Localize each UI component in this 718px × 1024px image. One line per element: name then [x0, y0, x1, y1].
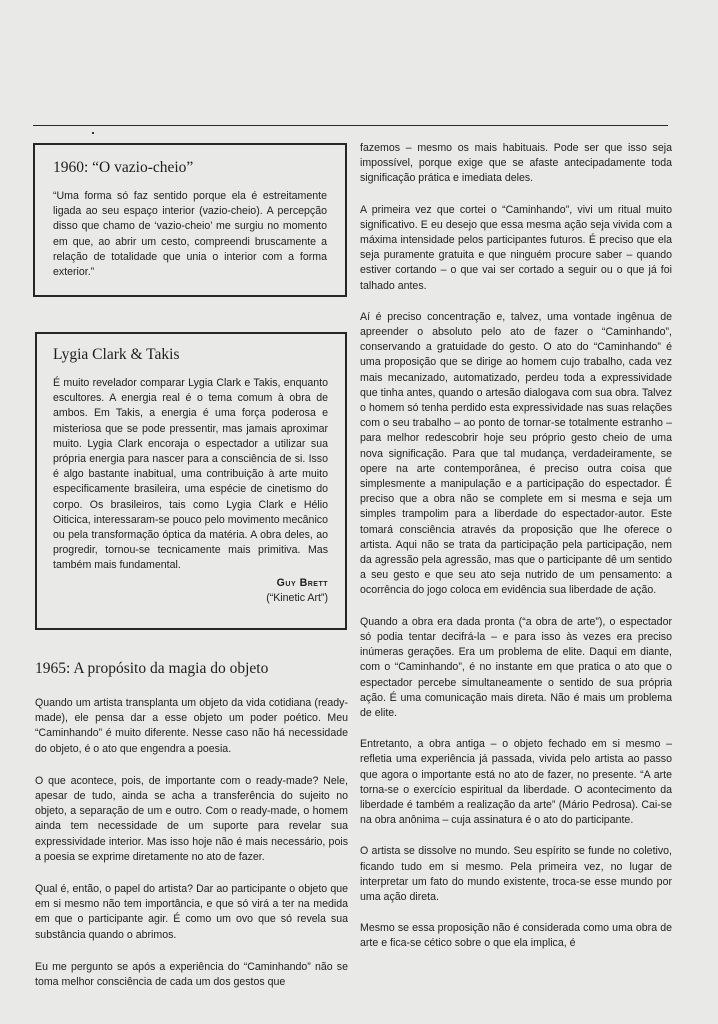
top-rule	[33, 125, 668, 126]
right-column	[360, 141, 672, 968]
paragraph: Aí é preciso concentração e, talvez, uma vontade ingênua de apreender o absoluto pelo ato de fazer o “Caminhando”, conservando a gratuidade do gesto. O ato do “Caminhando” é uma proposição que se dirige ao homem cujo trabalho, cada vez mais mecanizado, automatizado, perdeu toda a expressividade que tinha antes, quando o artesão dialogava com sua obra. Talvez o homem só tenha perdido esta expressividade nas suas relações com o seu trabalho – ao ponto de tornar-se totalmente estranho – para melhor redescobrir hoje seu próprio gesto cheio de uma nova significação. Para que tal mudança, verdadeiramente, se opere na arte contemporânea, é preciso outra coisa que simplesmente a manipulação e a participação do espectador. É preciso que a obra não se complete em si mesma e seja um simples trampolim para a liberdade do espectador-autor. Este tomará consciência através da proposição que lhe oferece o artista. Aqui não se trata da participação pela participação, nem da agressão pela agressão, mas que o participante dê um sentido a seu gesto e que seu ato seja nutrido de um pensamento: a ocorrência do jogo coloca em evidência sua liberdade de ação.	[360, 310, 672, 597]
quote-box-lygia-takis	[35, 332, 347, 630]
paragraph: Qual é, então, o papel do artista? Dar ao participante o objeto que em si mesmo não tem importância, e que só virá a ter na medida em que o participante agir. É como um ovo que só revela sua substância quando o abrimos.	[35, 883, 348, 941]
paragraph: Quando um artista transplanta um objeto da vida cotidiana (ready-made), ele pensa dar a esse objeto um poder poético. Meu “Caminhando” é muito diferente. Nesse caso não há necessidade do objeto, é o ato que engendra a poesia.	[35, 697, 348, 755]
paragraph: O artista se dissolve no mundo. Seu espírito se funde no coletivo, ficando tudo em si mesmo. Pela primeira vez, no lugar de interpretar um fato do mundo existente, troca-se esse mundo por uma ação direta.	[360, 845, 672, 903]
paragraph: Quando a obra era dada pronta (“a obra de arte”), o espectador só podia tentar decifrá-la – e para isso às vezes era preciso inúmeras gerações. Era um problema de elite. Daqui em diante, com o “Caminhando”, é no instante em que pratica o ato que o espectador percebe simultaneamente o sentido de sua própria ação. É uma comunicação mais direta. Não é mais um problema de elite.	[360, 615, 672, 719]
byline	[53, 576, 328, 606]
paragraph: Mesmo se essa proposição não é considerada como uma obra de arte e fica-se cético sobre o que ela implica, é	[360, 922, 672, 950]
paragraph: Entretanto, a obra antiga – o objeto fechado em si mesmo – refletia uma experiência já passada, vivida pelo artista ao passo que agora o importante está no ato de fazer, no presente. “A arte torna-se o exercício espiritual da liberdade. O acontecimento da liberdade é também a realização da arte” (Mário Pedrosa). Cai-se na obra anônima – cuja assinatura é o ato do participante.	[360, 738, 672, 827]
box-text: “Uma forma só faz sentido porque ela é estreitamente ligada ao seu espaço interior (vazio-cheio). A percepção disso que chamo de ‘vazio-cheio’ me surgiu no momento em que, ao abrir um cesto, compreendi bruscamente a relação de totalidade que unia o interior com a forma exterior.”	[53, 190, 327, 279]
author-name: Guy Brett	[276, 576, 328, 589]
box-title: Lygia Clark & Takis	[53, 346, 180, 363]
source-title: (“Kinetic Art”)	[266, 591, 328, 604]
paragraph: Eu me pergunto se após a experiência do “Caminhando” não se toma melhor consciência de cada um dos gestos que	[35, 960, 348, 989]
paragraph: fazemos – mesmo os mais habituais. Pode ser que isso seja impossível, porque exige que se afaste antecipadamente toda significação prática e imediata deles.	[360, 142, 672, 185]
paragraph: O que acontece, pois, de importante com o ready-made? Nele, apesar de tudo, ainda se acha a transferência do sujeito no objeto, a separação de um e outro. Com o ready-made, o homem ainda tem necessidade de um suporte para revelar sua expressividade interior. Mas isso hoje não é mais necessário, pois a poesia se exprime diretamente no ato de fazer.	[35, 774, 348, 863]
section-title: 1965: A propósito da magia do objeto	[35, 660, 269, 677]
page-mark	[92, 132, 94, 134]
quote-box-vazio-cheio	[33, 143, 347, 297]
box-text: É muito revelador comparar Lygia Clark e Takis, enquanto escultores. A energia real é o tema comum à obra de ambos. Em Takis, a energia é uma força poderosa e misteriosa que se pode pressentir, mas jamais aproximar muito. Lygia Clark encoraja o espectador a utilizar sua própria energia para nascer para a consciência de si. Isso é algo bastante inabitual, uma contribuição à arte muito especificamente brasileira, uma espécie de cinetismo do corpo. Os brasileiros, tais como Lygia Clark e Hélio Oiticica, interessaram-se pouco pelo movimento mecânico ou pela transformação óptica da matéria. A obra deles, ao progredir, tornou-se tecnicamente mais primitiva. Mas também mais fundamental.	[53, 377, 328, 572]
paragraph: A primeira vez que cortei o “Caminhando”, vivi um ritual muito significativo. E eu desejo que essa mesma ação seja vivida com a máxima intensidade pelos participantes futuros. É preciso que ela seja puramente gratuita e que ninguém procure saber – quando estiver cortando – o que vai ser cortado a seguir ou o que já foi talhado antes.	[360, 203, 672, 292]
box-title: 1960: “O vazio-cheio”	[53, 159, 194, 176]
left-column	[35, 660, 348, 1007]
